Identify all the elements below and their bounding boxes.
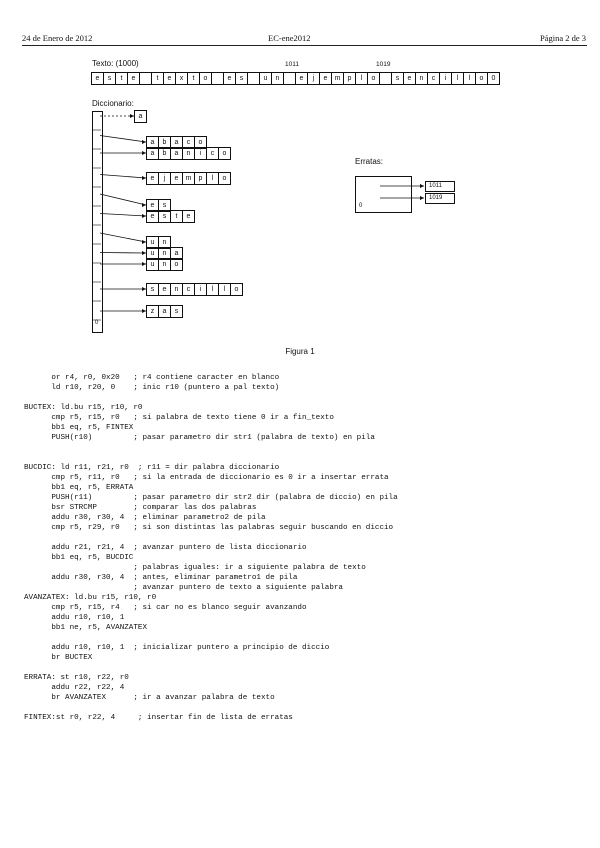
dictionary-char-cell: e [182, 210, 195, 223]
header-date: 24 de Enero de 2012 [22, 33, 93, 43]
text-cell: o [367, 72, 380, 85]
code-line [24, 443, 398, 453]
dictionary-char-cell: a [146, 147, 159, 160]
text-cell: e [91, 72, 104, 85]
text-cell: l [451, 72, 464, 85]
code-line: cmp r5, r15, r4 ; si car no es blanco seguir avanzando [24, 604, 307, 612]
dictionary-char-cell: i [194, 283, 207, 296]
text-cell: s [235, 72, 248, 85]
dictionary-char-cell: j [158, 172, 171, 185]
text-cell: t [187, 72, 200, 85]
code-line: bb1 eq, r5, FINTEX [24, 424, 134, 432]
dictionary-char-cell: u [146, 247, 159, 260]
text-cell: t [151, 72, 164, 85]
dictionary-label: Diccionario: [92, 99, 134, 108]
code-line: cmp r5, r11, r0 ; si la entrada de diccionario es 0 ir a insertar errata [24, 474, 389, 482]
text-cell: e [127, 72, 140, 85]
text-cell: e [295, 72, 308, 85]
text-cell: 0 [487, 72, 500, 85]
code-line: or r4, r0, 0x20 ; r4 contiene caracter en blanco [24, 374, 280, 382]
code-line [24, 663, 398, 673]
text-cell: u [259, 72, 272, 85]
header-page-number: Página 2 de 3 [539, 33, 586, 43]
code-line: br AVANZATEX ; ir a avanzar palabra de texto [24, 694, 275, 702]
text-address-1019: 1019 [376, 61, 391, 68]
dictionary-char-cell: a [146, 136, 159, 149]
text-cell: e [163, 72, 176, 85]
code-line [24, 533, 398, 543]
code-line: ld r10, r20, 0 ; inic r10 (puntero a pal texto) [24, 384, 280, 392]
dictionary-char-cell: l [206, 283, 219, 296]
dictionary-char-cell: c [182, 283, 195, 296]
text-cell: e [403, 72, 416, 85]
dictionary-char-cell: n [158, 258, 171, 271]
dictionary-char-cell: s [158, 199, 171, 212]
code-line: ; avanzar puntero de texto a siguiente palabra [24, 584, 343, 592]
errata-cell-1011: 1011 [425, 181, 455, 192]
text-cell: e [319, 72, 332, 85]
arrow-head [142, 214, 146, 218]
code-line: AVANZATEX: ld.bu r15, r10, r0 [24, 594, 157, 602]
code-line: cmp r5, r15, r0 ; si palabra de texto tiene 0 ir a fin_texto [24, 414, 334, 422]
text-cell: e [223, 72, 236, 85]
dictionary-char-cell: o [194, 136, 207, 149]
text-cell: t [115, 72, 128, 85]
dictionary-char-cell: n [158, 236, 171, 249]
arrow-head [420, 184, 424, 188]
code-line: ; palabras iguales: ir a siguiente palabra de texto [24, 564, 366, 572]
arrow-head [142, 151, 146, 155]
dictionary-char-cell: a [170, 147, 183, 160]
text-cell: m [331, 72, 344, 85]
dictionary-char-cell: a [158, 305, 171, 318]
pointer-arrow [100, 194, 146, 205]
dictionary-char-cell: a [134, 110, 147, 123]
pointer-arrow [100, 253, 146, 254]
pointer-arrow [100, 214, 146, 217]
arrow-head [420, 196, 424, 200]
dictionary-char-cell: e [146, 172, 159, 185]
code-line: addu r22, r22, 4 [24, 684, 125, 692]
dictionary-char-cell: z [146, 305, 159, 318]
code-line: bb1 ne, r5, AVANZATEX [24, 624, 148, 632]
code-line: FINTEX:st r0, r22, 4 ; insertar fin de lista de erratas [24, 714, 293, 722]
arrow-head [142, 251, 146, 255]
text-label: Texto: (1000) [92, 59, 139, 68]
code-line: br BUCTEX [24, 654, 93, 662]
arrow-head [142, 140, 146, 144]
code-line: BUCDIC: ld r11, r21, r0 ; r11 = dir palabra diccionario [24, 464, 280, 472]
figure-caption: Figura 1 [285, 347, 315, 356]
dictionary-char-cell: c [182, 136, 195, 149]
dictionary-char-cell: e [158, 283, 171, 296]
dictionary-char-cell: o [170, 258, 183, 271]
dictionary-char-cell: u [146, 258, 159, 271]
dictionary-char-cell: s [146, 283, 159, 296]
text-cell: i [439, 72, 452, 85]
dictionary-char-cell: n [170, 283, 183, 296]
dictionary-char-cell: b [158, 136, 171, 149]
dictionary-char-cell: o [218, 147, 231, 160]
code-line [24, 453, 398, 463]
code-line: addu r10, r10, 1 ; inicializar puntero a principio de diccio [24, 644, 330, 652]
errata-label: Erratas: [355, 157, 384, 166]
dictionary-char-cell: o [218, 172, 231, 185]
header-exam-code: EC-ene2012 [268, 33, 311, 43]
text-cell: n [271, 72, 284, 85]
arrow-head [142, 176, 146, 180]
dictionary-char-cell: n [158, 247, 171, 260]
text-cell: l [463, 72, 476, 85]
code-line [24, 393, 398, 403]
text-cell: j [307, 72, 320, 85]
code-line: bb1 eq, r5, BUCDIC [24, 554, 134, 562]
dictionary-terminator: 0 [95, 320, 99, 326]
dictionary-char-cell: l [218, 283, 231, 296]
code-line: addu r21, r21, 4 ; avanzar puntero de lista diccionario [24, 544, 307, 552]
dictionary-char-cell: m [182, 172, 195, 185]
arrow-head [142, 287, 146, 291]
code-line [24, 633, 398, 643]
errata-terminator: 0 [359, 203, 363, 209]
pointer-arrow [100, 175, 146, 179]
text-address-1011: 1011 [285, 61, 299, 68]
arrow-head [142, 309, 146, 313]
text-cell: s [391, 72, 404, 85]
dictionary-char-cell: e [146, 210, 159, 223]
dictionary-char-cell: a [170, 136, 183, 149]
dictionary-char-cell: e [170, 172, 183, 185]
dictionary-char-cell: n [182, 147, 195, 160]
dictionary-char-cell: i [194, 147, 207, 160]
text-cell: n [415, 72, 428, 85]
pointer-arrow [100, 136, 146, 143]
code-line: addu r30, r30, 4 ; antes, eliminar parametro1 de pila [24, 574, 298, 582]
text-cell: s [103, 72, 116, 85]
text-cell: c [427, 72, 440, 85]
assembly-code-listing [24, 373, 398, 723]
code-line: addu r10, r10, 1 [24, 614, 125, 622]
code-line: bb1 eq, r5, ERRATA [24, 484, 134, 492]
arrow-head [142, 262, 146, 266]
code-line: BUCTEX: ld.bu r15, r10, r0 [24, 404, 143, 412]
text-cell: o [199, 72, 212, 85]
code-line: ERRATA: st r10, r22, r0 [24, 674, 129, 682]
dictionary-char-cell: l [206, 172, 219, 185]
code-line: cmp r5, r29, r0 ; si son distintas las palabras seguir buscando en diccio [24, 524, 394, 532]
text-cell: o [475, 72, 488, 85]
arrow-head [142, 203, 146, 207]
dictionary-char-cell: a [170, 247, 183, 260]
dictionary-char-cell: c [206, 147, 219, 160]
code-line: addu r30, r30, 4 ; eliminar parametro2 de pila [24, 514, 266, 522]
dictionary-char-cell: e [146, 199, 159, 212]
dictionary-char-cell: b [158, 147, 171, 160]
errata-cell-1019: 1019 [425, 193, 455, 204]
code-line: bsr STRCMP ; comparar las dos palabras [24, 504, 257, 512]
dictionary-char-cell: s [158, 210, 171, 223]
code-line [24, 703, 398, 713]
dictionary-char-cell: p [194, 172, 207, 185]
dictionary-char-cell: s [170, 305, 183, 318]
code-line: PUSH(r11) ; pasar parametro dir str2 dir (palabra de diccio) en pila [24, 494, 398, 502]
arrow-head [142, 240, 146, 244]
dictionary-char-cell: o [230, 283, 243, 296]
text-cell: p [343, 72, 356, 85]
text-cell: l [355, 72, 368, 85]
code-line: PUSH(r10) ; pasar parametro dir str1 (palabra de texto) en pila [24, 434, 375, 442]
pointer-arrow [100, 233, 146, 242]
dictionary-char-cell: u [146, 236, 159, 249]
arrow-head [130, 114, 134, 118]
text-cell: x [175, 72, 188, 85]
dictionary-char-cell: t [170, 210, 183, 223]
